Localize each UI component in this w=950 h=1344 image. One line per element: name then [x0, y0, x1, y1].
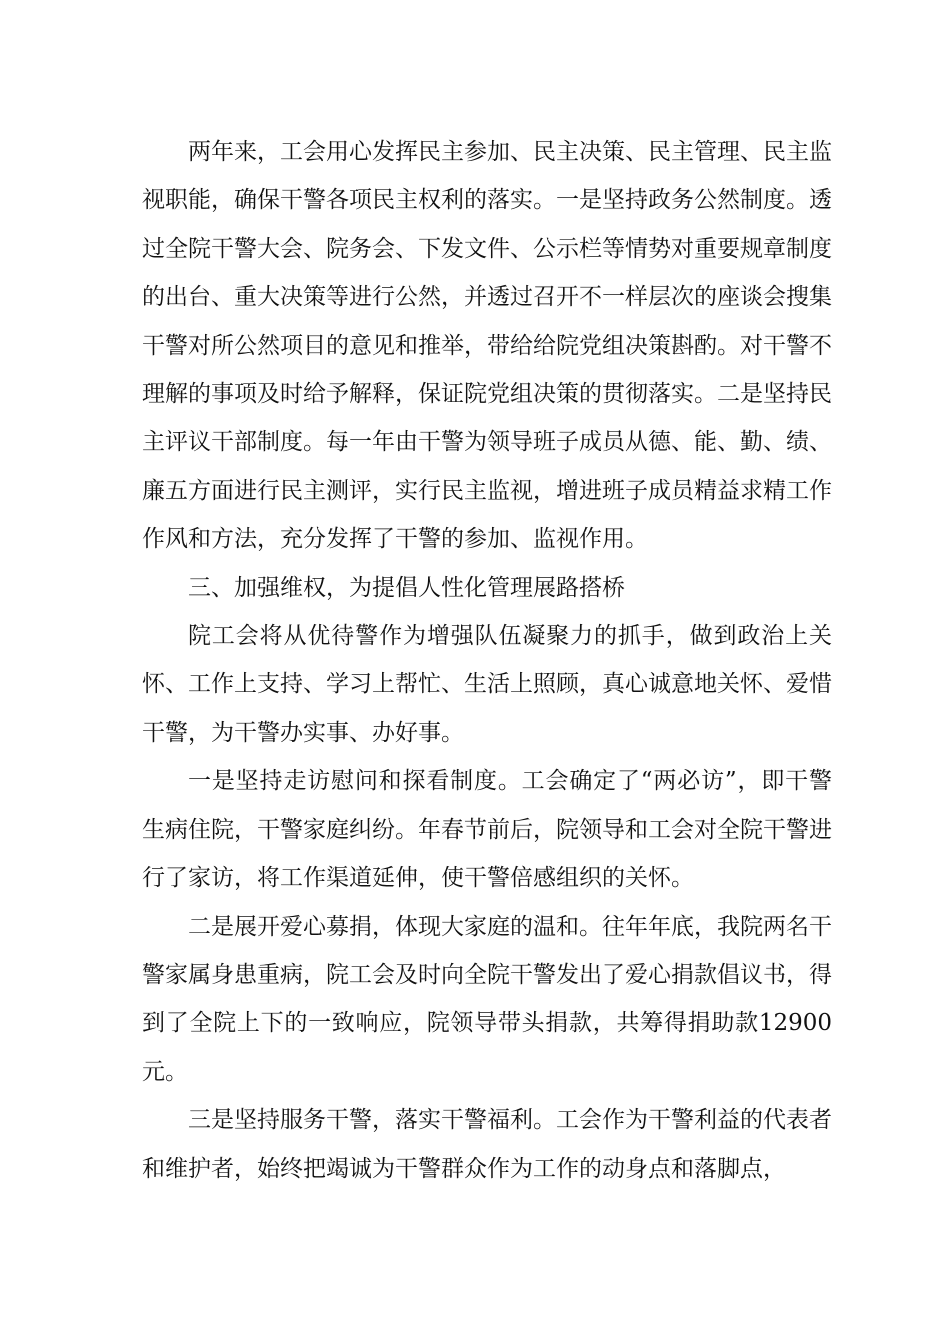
paragraph-donation: 二是展开爱心募捐，体现大家庭的温和。往年年底，我院两名干警家属身患重病，院工会及时向全院干警发出了爱心捐款倡议书，得到了全院上下的一致响应，院领导带头捐款，共筹得捐助款12900元。 [142, 913, 832, 1085]
paragraph-democratic-participation: 两年来，工会用心发挥民主参加、民主决策、民主管理、民主监视职能，确保干警各项民主权利的落实。一是坚持政务公然制度。透过全院干警大会、院务会、下发文件、公示栏等情势对重要规章制度的出台、重大决策等进行公然，并透过召开不一样层次的座谈会搜集干警对所公然项目的意见和推举，带给给院党组决策斟酌。对干警不理解的事项及时给予解释，保证院党组决策的贯彻落实。二是坚持民主评议干部制度。每一年由干警为领导班子成员从德、能、勤、绩、廉五方面进行民主测评，实行民主监视，增进班子成员精益求精工作作风和方法，充分发挥了干警的参加、监视作用。 [142, 139, 832, 553]
document-body [142, 128, 832, 1193]
paragraph-welfare: 三是坚持服务干警，落实干警福利。工会作为干警利益的代表者和维护者，始终把竭诚为干警群众作为工作的动身点和落脚点， [142, 1107, 832, 1182]
section-heading-rights-protection: 三、加强维权，为提倡人性化管理展路搭桥 [188, 574, 625, 601]
paragraph-visit-system: 一是坚持走访慰问和探看制度。工会确定了“两必访”，即干警生病住院，干警家庭纠纷。年春节前后，院领导和工会对全院干警进行了家访，将工作渠道延伸，使干警倍感组织的关怀。 [142, 768, 832, 892]
paragraph-police-care: 院工会将从优待警作为增强队伍凝聚力的抓手，做到政治上关怀、工作上支持、学习上帮忙、生活上照顾，真心诚意地关怀、爱惜干警，为干警办实事、办好事。 [142, 623, 832, 746]
